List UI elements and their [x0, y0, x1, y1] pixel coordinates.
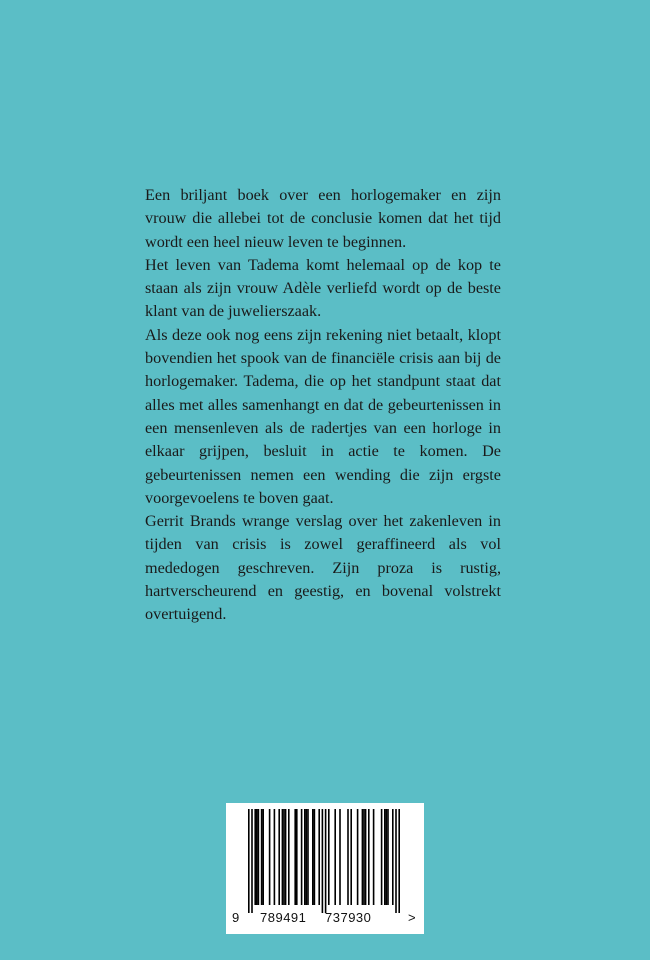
barcode-bar [314, 809, 316, 905]
barcode-bar [334, 809, 336, 905]
barcode-bar [368, 809, 370, 905]
barcode-bar [274, 809, 276, 905]
barcode-digits [226, 910, 424, 930]
barcode-bar [261, 809, 263, 905]
barcode-bar [258, 809, 260, 905]
barcode-bar [363, 809, 365, 905]
barcode-bar [307, 809, 309, 905]
blurb-text [145, 184, 501, 627]
barcode-guard-bar [248, 809, 250, 913]
barcode-bar [283, 809, 285, 905]
barcode-guard-bar [398, 809, 400, 913]
barcode-guard-bar [322, 809, 324, 913]
barcode-bar [339, 809, 341, 905]
barcode-bar [365, 809, 367, 905]
barcode-quiet-zone-marker: > [408, 910, 416, 925]
barcode-guard-bar [325, 809, 327, 913]
barcode-bar [256, 809, 258, 905]
barcode-bar [269, 809, 271, 905]
barcode-guard-bar [395, 809, 397, 913]
barcode-bar [318, 809, 320, 905]
isbn-barcode [226, 803, 424, 934]
barcode-bar [282, 809, 284, 905]
barcode-bar [306, 809, 308, 905]
barcode-bar [304, 809, 306, 905]
barcode-bar [386, 809, 388, 905]
barcode-bar [392, 809, 394, 905]
barcode-right-group: 737930 [325, 910, 372, 925]
barcode-bar [296, 809, 298, 905]
barcode-bar [381, 809, 383, 905]
blurb-paragraph-3: Als deze ook nog eens zijn rekening niet betaalt, klopt bovendien het spook van de financiële crisis aan bij de horlogemaker. Tadema, die op het standpunt staat dat alles met alles samenhangt en dat de gebeurtenissen in een mensenleven als de radertjes van een horloge in elkaar grijpen, besluit in actie te komen. De gebeurtenissen nemen een wending die zijn ergste voorgevoelens te boven gaat. [145, 325, 501, 507]
barcode-bar [278, 809, 280, 905]
barcode-bar [350, 809, 352, 905]
blurb-paragraph-4: Gerrit Brands wrange verslag over het zakenleven in tijden van crisis is zowel geraffineerd als vol mededogen geschreven. Zijn proza is rustig, hartverscheurend en geestig, en bovenal volstrekt overtuigend. [145, 512, 501, 624]
barcode-bar [288, 809, 290, 905]
barcode-bar [384, 809, 386, 905]
barcode-bar [347, 809, 349, 905]
barcode-bar [285, 809, 287, 905]
barcode-bar [294, 809, 296, 905]
barcode-bar [387, 809, 389, 905]
barcode-left-group: 789491 [260, 910, 307, 925]
barcode-guard-bar [251, 809, 253, 913]
blurb-paragraph-1: Een briljant boek over een horlogemaker en zijn vrouw die allebei tot de conclusie komen dat het tijd wordt een heel nieuw leven te beginnen. [145, 186, 501, 251]
barcode-bar [362, 809, 364, 905]
barcode-bar [301, 809, 303, 905]
barcode-bar [312, 809, 314, 905]
barcode-bar [357, 809, 359, 905]
barcode-bar [254, 809, 256, 905]
blurb-paragraph-2: Het leven van Tadema komt helemaal op de kop te staan als zijn vrouw Adèle verliefd wordt op de beste klant van de juwelierszaak. [145, 255, 501, 321]
barcode-bar [373, 809, 375, 905]
barcode-bar [328, 809, 330, 905]
barcode-bar [262, 809, 264, 905]
barcode-first-digit: 9 [232, 910, 240, 925]
barcode-bars [248, 809, 402, 913]
